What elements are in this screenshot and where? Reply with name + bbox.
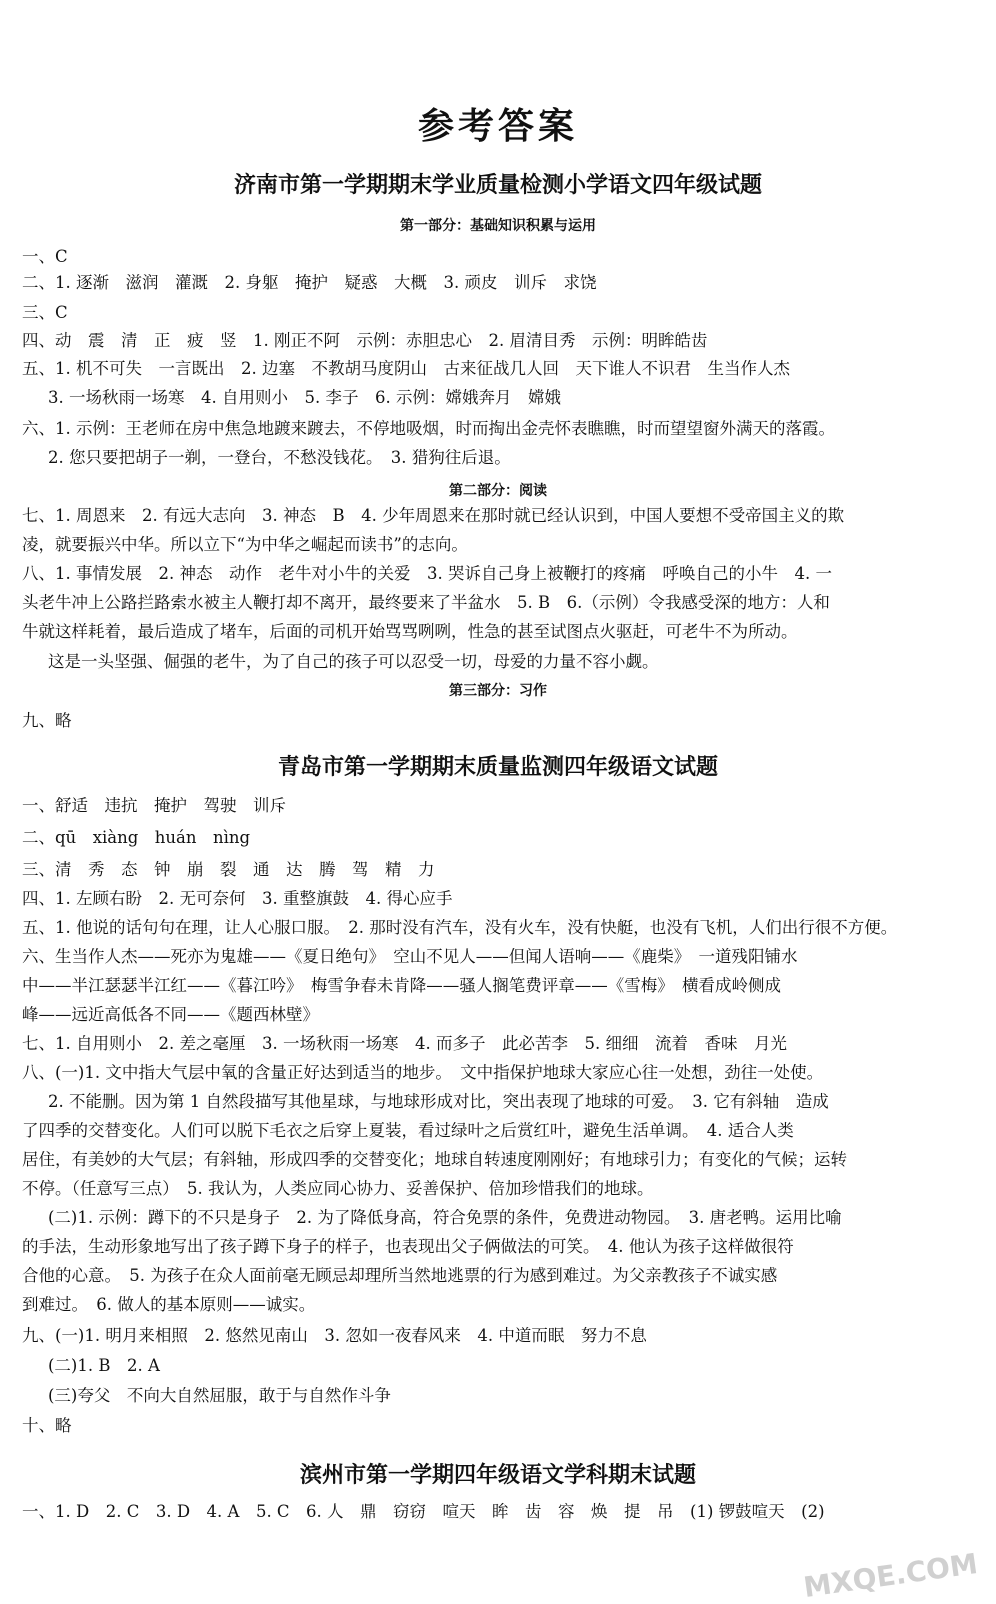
- answer-line: 十、略: [22, 1416, 72, 1435]
- exam-title-binzhou: 滨州市第一学期四年级语文学科期末试题: [299, 1463, 696, 1488]
- answer-line: 一、C: [22, 247, 68, 266]
- answer-line: (三)夸父 不向大自然屈服，敢于与自然作斗争: [48, 1386, 391, 1405]
- answer-line: 了四季的交替变化。人们可以脱下毛衣之后穿上夏装，看过绿叶之后赏红叶，避免生活单调。 4. 适合人类: [22, 1121, 794, 1140]
- answer-line: 这是一头坚强、倔强的老牛，为了自己的孩子可以忍受一切，母爱的力量不容小觑。: [48, 652, 659, 671]
- answer-line: 八、1. 事情发展 2. 神态 动作 老牛对小牛的关爱 3. 哭诉自己身上被鞭打的疼痛 呼唤自己的小牛 4. 一: [22, 564, 832, 583]
- watermark-logo: MXQE.COM: [801, 1546, 980, 1604]
- answer-line: 2. 您只要把胡子一剃，一登台，不愁没钱花。 3. 猎狗往后退。: [48, 448, 511, 467]
- answer-line: 四、1. 左顾右盼 2. 无可奈何 3. 重整旗鼓 4. 得心应手: [22, 889, 453, 908]
- answer-line: 一、舒适 违抗 掩护 驾驶 训斥: [22, 796, 286, 815]
- answer-line: (二)1. B 2. A: [48, 1356, 160, 1375]
- answer-line: 九、略: [22, 711, 72, 730]
- page-title: 参考答案: [417, 106, 578, 147]
- answer-line: 五、1. 机不可失 一言既出 2. 边塞 不教胡马度阴山 古来征战几人回 天下谁人不识君 生当作人杰: [22, 359, 790, 378]
- answer-line: 牛就这样耗着，最后造成了堵车，后面的司机开始骂骂咧咧，性急的甚至试图点火驱赶，可老牛不为所动。: [22, 622, 798, 641]
- answer-line: 一、1. D 2. C 3. D 4. A 5. C 6. 人 鼎 窃窃 喧天 眸 齿 容 焕 提 吊 (1) 锣鼓喧天 (2): [22, 1502, 825, 1521]
- answer-line: 六、生当作人杰——死亦为鬼雄——《夏日绝句》 空山不见人——但闻人语响——《鹿柴》 一道残阳铺水: [22, 947, 798, 966]
- exam-title-jinan: 济南市第一学期期末学业质量检测小学语文四年级试题: [233, 173, 762, 198]
- answer-line: 五、1. 他说的话句句在理，让人心服口服。 2. 那时没有汽车，没有火车，没有快艇，也没有飞机，人们出行很不方便。: [22, 918, 898, 937]
- answer-line: 八、(一)1. 文中指大气层中氧的含量正好达到适当的地步。 文中指保护地球大家应心往一处想，劲往一处使。: [22, 1063, 824, 1082]
- answer-line: 不停。（任意写三点） 5. 我认为，人类应同心协力、妥善保护、倍加珍惜我们的地球。: [22, 1179, 654, 1198]
- answer-line: 到难过。 6. 做人的基本原则——诚实。: [22, 1295, 316, 1314]
- answer-line: (二)1. 示例：蹲下的不只是身子 2. 为了降低身高，符合免票的条件，免费进动物园。 3. 唐老鸭。运用比喻: [48, 1208, 842, 1227]
- answer-line: 中——半江瑟瑟半江红——《暮江吟》 梅雪争春未肯降——骚人搁笔费评章——《雪梅》 横看成岭侧成: [22, 976, 781, 995]
- answer-line: 二、1. 逐渐 滋润 灌溉 2. 身躯 掩护 疑惑 大概 3. 顽皮 训斥 求饶: [22, 273, 597, 292]
- answer-line: 的手法，生动形象地写出了孩子蹲下身子的样子，也表现出父子俩做法的可笑。 4. 他认为孩子这样做很符: [22, 1237, 794, 1256]
- answer-line: 七、1. 周恩来 2. 有远大志向 3. 神态 B 4. 少年周恩来在那时就已经认识到，中国人要想不受帝国主义的欺: [22, 506, 845, 525]
- answer-line: 居住，有美妙的大气层；有斜轴，形成四季的交替变化；地球自转速度刚刚好；有地球引力；有变化的气候；运转: [22, 1150, 847, 1169]
- answer-line: 三、清 秀 态 钟 崩 裂 通 达 腾 驾 精 力: [22, 860, 435, 879]
- exam-title-qingdao: 青岛市第一学期期末质量监测四年级语文试题: [277, 755, 718, 780]
- part-title-2: 第二部分：阅读: [449, 483, 547, 499]
- answer-line: 三、C: [22, 303, 68, 322]
- answer-line: 七、1. 自用则小 2. 差之毫厘 3. 一场秋雨一场寒 4. 而多子 此必苦李 5. 细细 流着 香味 月光: [22, 1034, 787, 1053]
- answer-line: 3. 一场秋雨一场寒 4. 自用则小 5. 李子 6. 示例：嫦娥奔月 嫦娥: [48, 388, 561, 407]
- answer-line: 九、(一)1. 明月来相照 2. 悠然见南山 3. 忽如一夜春风来 4. 中道而眠 努力不息: [22, 1326, 647, 1345]
- part-title-3: 第三部分：习作: [449, 683, 547, 699]
- answer-line: 二、qū xiàng huán nìng: [22, 828, 251, 847]
- answer-line: 头老牛冲上公路拦路索水被主人鞭打却不离开，最终要来了半盆水 5. B 6.（示例）令我感受深的地方：人和: [22, 593, 830, 612]
- part-title-1: 第一部分：基础知识积累与运用: [400, 218, 596, 234]
- answer-line: 四、动 震 清 正 疲 竖 1. 刚正不阿 示例：赤胆忠心 2. 眉清目秀 示例：明眸皓齿: [22, 331, 708, 350]
- answer-line: 六、1. 示例：王老师在房中焦急地踱来踱去，不停地吸烟，时而掏出金壳怀表瞧瞧，时而望望窗外满天的落霞。: [22, 419, 835, 438]
- answer-line: 2. 不能删。因为第 1 自然段描写其他星球，与地球形成对比，突出表现了地球的可爱。 3. 它有斜轴 造成: [48, 1092, 829, 1111]
- answer-line: 峰——远近高低各不同——《题西林壁》: [22, 1005, 319, 1024]
- answer-line: 合他的心意。 5. 为孩子在众人面前毫无顾忌却理所当然地逃票的行为感到难过。为父亲教孩子不诚实感: [22, 1266, 778, 1285]
- answer-line: 凌，就要振兴中华。所以立下“为中华之崛起而读书”的志向。: [22, 535, 468, 554]
